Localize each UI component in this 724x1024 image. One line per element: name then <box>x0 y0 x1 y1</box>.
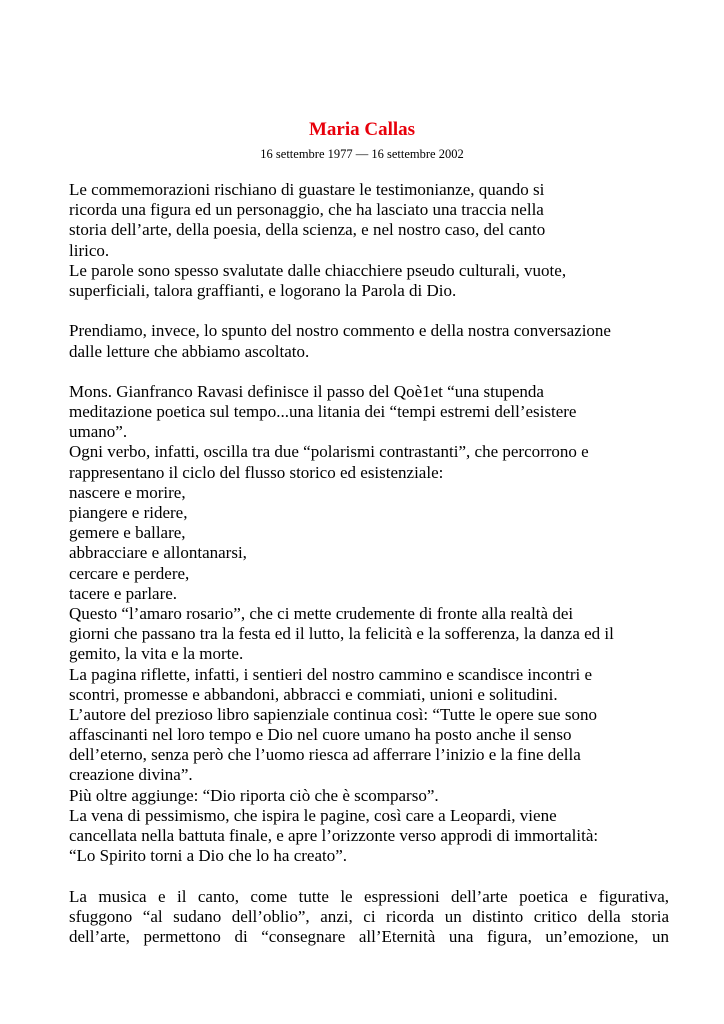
text-line: cancellata nella battuta finale, e apre l’orizzonte verso approdi di immortalità: <box>69 826 599 845</box>
text-line: cercare e perdere, <box>69 563 190 583</box>
blank-line <box>69 866 669 886</box>
text-line: rappresentano il ciclo del flusso storico ed esistenziale: <box>69 462 444 482</box>
text-line: Questo “l’amaro rosario”, che ci mette crudemente di fronte alla realtà dei <box>69 603 574 623</box>
text-line: gemito, la vita e la morte. <box>69 644 244 664</box>
text-line: nascere e morire, <box>69 482 186 502</box>
document-body <box>69 180 669 947</box>
blank-line <box>69 362 669 382</box>
text-line: storia dell’arte, della poesia, della scienza, e nel nostro caso, del canto <box>69 220 546 240</box>
text-line: Le commemorazioni rischiano di guastare le testimonianze, quando si <box>69 180 545 199</box>
text-line: La musica e il canto, come tutte le espressioni dell’arte poetica e figurativa, <box>69 886 669 906</box>
text-line: giorni che passano tra la festa ed il lutto, la felicità e la sofferenza, la danza ed il <box>69 624 614 644</box>
text-line: Ogni verbo, infatti, oscilla tra due “polarismi contrastanti”, che percorrono e <box>69 442 589 462</box>
text-line: affascinanti nel loro tempo e Dio nel cuore umano ha posto anche il senso <box>69 725 572 745</box>
text-line: creazione divina”. <box>69 765 193 785</box>
text-line: lirico. <box>69 240 110 260</box>
document-subtitle: 16 settembre 1977 — 16 settembre 2002 <box>260 147 464 161</box>
text-line: piangere e ridere, <box>69 503 188 522</box>
blank-line <box>69 301 669 321</box>
text-line: Più oltre aggiunge: “Dio riporta ciò che è scomparso”. <box>69 785 439 805</box>
text-line: Mons. Gianfranco Ravasi definisce il passo del Qoè1et “una stupenda <box>69 381 544 401</box>
text-line: dell’eterno, senza però che l’uomo riesca ad afferrare l’inizio e la fine della <box>69 745 581 765</box>
text-line: La vena di pessimismo, che ispira le pagine, così care a Leopardi, viene <box>69 805 557 825</box>
text-line: La pagina riflette, infatti, i sentieri del nostro cammino e scandisce incontri e <box>69 664 593 684</box>
text-line: tacere e parlare. <box>69 583 178 603</box>
text-line: ricorda una figura ed un personaggio, che ha lasciato una traccia nella <box>69 200 544 220</box>
text-line: sfuggono “al sudano dell’oblio”, anzi, ci ricorda un distinto critico della storia <box>69 906 669 926</box>
text-line: Le parole sono spesso svalutate dalle chiacchiere pseudo culturali, vuote, <box>69 260 567 280</box>
text-line: abbracciare e allontanarsi, <box>69 543 247 563</box>
text-line: gemere e ballare, <box>69 523 186 543</box>
text-line: Prendiamo, invece, lo spunto del nostro commento e della nostra conversazione <box>69 321 611 341</box>
document-title: Maria Callas <box>308 119 416 140</box>
text-line: dalle letture che abbiamo ascoltato. <box>69 341 310 361</box>
text-line: superficiali, talora graffianti, e logorano la Parola di Dio. <box>69 280 457 300</box>
text-line: dell’arte, permettono di “consegnare all’Eternità una figura, un’emozione, un <box>69 926 669 946</box>
text-line: L’autore del prezioso libro sapienziale continua così: “Tutte le opere sue sono <box>69 704 597 724</box>
text-line: “Lo Spirito torni a Dio che lo ha creato”. <box>69 846 348 866</box>
text-line: meditazione poetica sul tempo...una litania dei “tempi estremi dell’esistere <box>69 402 577 422</box>
text-line: umano”. <box>69 422 128 442</box>
text-line: scontri, promesse e abbandoni, abbracci e commiati, unioni e solitudini. <box>69 684 558 704</box>
